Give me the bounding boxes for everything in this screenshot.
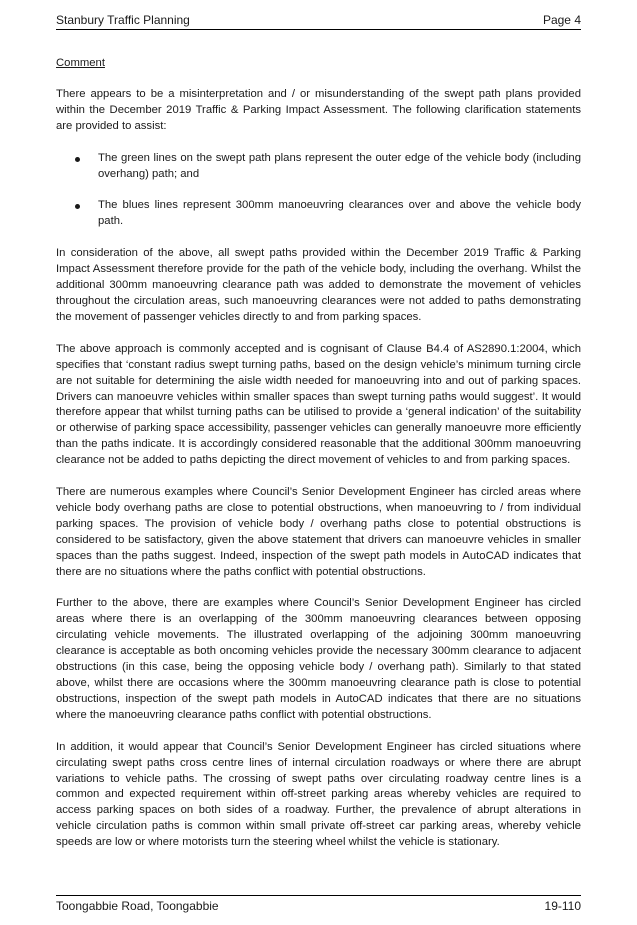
header-page-number: Page 4 <box>542 13 581 27</box>
body-paragraph: The above approach is commonly accepted and is cognisant of Clause B4.4 of AS2890.1:2004, which specifies that ‘constant radius swept turning paths, based on the design vehicle’s minimum turning circle are not suitable for determining the aisle width needed for manoeuvring into and out of parking spaces. Drivers can manoeuvre vehicles within smaller spaces than swept turning paths would suggest’. It would therefore appear that whilst turning paths can be utilised to provide a ‘general indication’ of the suitability or otherwise of parking space accessibility, passenger vehicles can generally manoeuvre more efficiently than the paths indicate. It is accordingly considered reasonable that the additional 300mm manoeuvring clearance not be added to paths depicting the direct movement of vehicles to and from parking spaces. <box>56 342 581 467</box>
page-header <box>56 13 581 30</box>
bullet-item <box>56 151 581 183</box>
header-title: Stanbury Traffic Planning <box>56 13 190 27</box>
bullet-item <box>56 198 581 230</box>
bullet-icon <box>75 204 80 209</box>
footer-location: Toongabbie Road, Toongabbie <box>56 899 219 913</box>
body-paragraph: Further to the above, there are examples where Council’s Senior Development Engineer has circled areas where there is an overlapping of the 300mm manoeuvring clearances between opposing circulating vehicle movements. The illustrated overlapping of the adjoining 300mm manoeuvring clearance is acceptable as both oncoming vehicles provide the necessary 300mm clearance to adjacent obstructions (in this case, being the opposing vehicle body / overhang path). Similarly to that stated above, whilst there are occasions where the 300mm manoeuvring clearance path is close to potential obstructions, inspection of the swept path models in AutoCAD indicates that there are no situations where the manoeuvring clearance paths conflict with potential obstructions. <box>56 597 581 721</box>
intro-paragraph: There appears to be a misinterpretation and / or misunderstanding of the swept path plans provided within the December 2019 Traffic & Parking Impact Assessment. The following clarification statements are provided to assist: <box>56 87 581 132</box>
section-heading: Comment <box>56 57 105 69</box>
body-paragraph: There are numerous examples where Council’s Senior Development Engineer has circled areas where vehicle body overhang paths are close to potential obstructions, when manoeuvring to / from individual parking spaces. The provision of vehicle body / overhang paths close to potential obstructions is considered to be satisfactory, given the above statement that drivers can manoeuvre vehicles in smaller spaces than the paths suggest. Indeed, inspection of the swept path models in AutoCAD indicates that there are no situations where the paths conflict with potential obstructions. <box>56 486 581 578</box>
body-paragraph: In consideration of the above, all swept paths provided within the December 2019 Traffic & Parking Impact Assessment therefore provide for the path of the vehicle body, including the overhang. Whilst the additional 300mm manoeuvring clearance path was added to demonstrate the movement of vehicles throughout the circulation areas, such manoeuvring clearances were not added to paths demonstrating the movement of passenger vehicles directly to and from parking spaces. <box>56 247 581 323</box>
bullet-text: The blues lines represent 300mm manoeuvring clearances over and above the vehicle body path. <box>98 199 581 228</box>
body-paragraph: In addition, it would appear that Council’s Senior Development Engineer has circled situations where circulating swept paths cross centre lines of internal circulation roadways or where there are abrupt variations to vehicle paths. The crossing of swept paths over circulating roadway centre lines is a common and expected requirement within off-street parking areas whereby vehicles are required to access parking spaces on both sides of a roadway. Further, the prevalence of abrupt alterations in vehicle circulation paths is common within small private off-street car parking areas, whereby vehicle speeds are low or where motorists turn the steering wheel whilst the vehicle is stationary. <box>56 740 581 849</box>
bullet-icon <box>75 157 80 162</box>
bullet-text: The green lines on the swept path plans represent the outer edge of the vehicle body (including overhang) path; and <box>98 151 581 180</box>
footer-reference: 19-110 <box>544 899 581 913</box>
document-body <box>56 56 581 867</box>
page-footer <box>56 895 581 914</box>
bullet-list <box>56 151 581 231</box>
